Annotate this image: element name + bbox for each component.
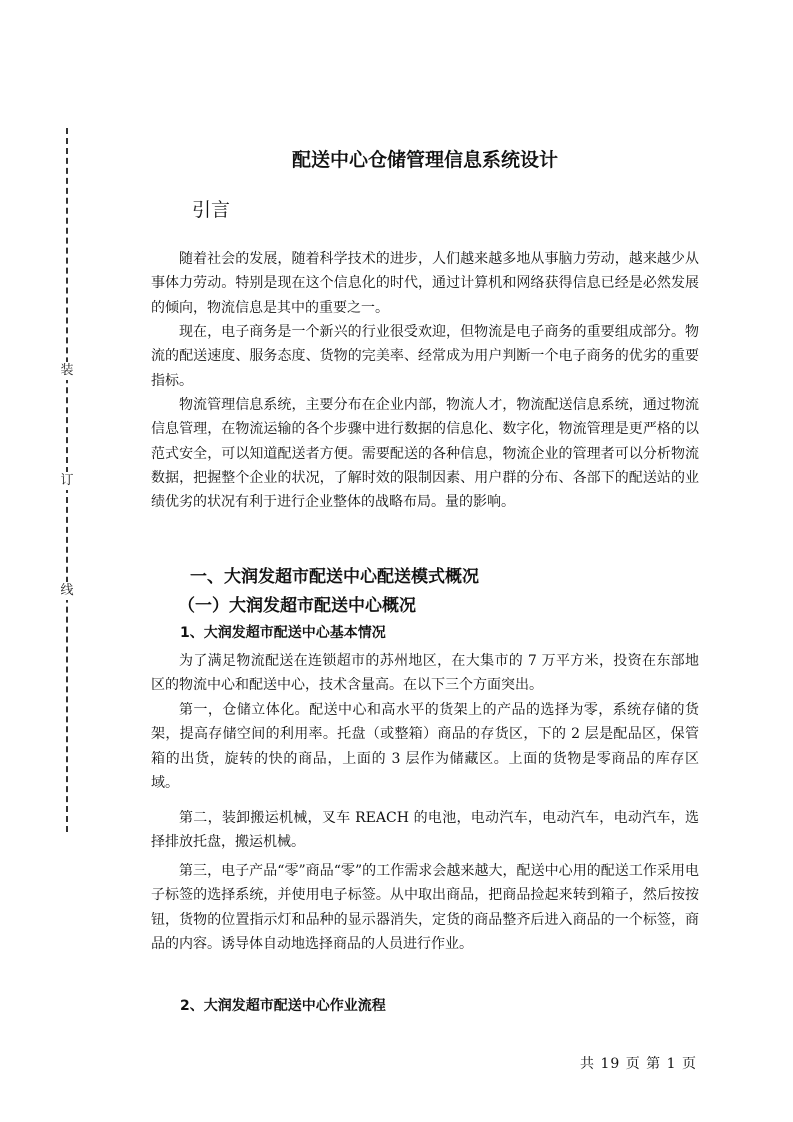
sub1-paragraph-4: 第三，电子产品“零”商品“零”的工作需求会越来越大，配送中心用的配送工作采用电子标签的选择系统，并使用电子标签。从中取出商品，把商品捡起来转到箱子，然后按按钮，货物的位置指示灯和品种的显示器消失，定货的商品整齐后进入商品的一个标签，商品的内容。诱导体自动地选择商品的人员进行作业。: [151, 863, 699, 952]
subsection-1-heading: 1、大润发超市配送中心基本情况: [180, 625, 386, 641]
section-1-1-heading: （一）大润发超市配送中心概况: [178, 596, 416, 616]
sub1-paragraph-1: 为了满足物流配送在连锁超市的苏州地区，在大集市的 7 万平方米，投资在东部地区的物流中心和配送中心，技术含量高。在以下三个方面突出。: [151, 653, 699, 694]
sub1-paragraph-3: 第二，装卸搬运机械，叉车 REACH 的电池，电动汽车，电动汽车，电动汽车，选择排放托盘，搬运机械。: [151, 810, 699, 851]
sub1-paragraph-2: 第一，仓储立体化。配送中心和高水平的货架上的产品的选择为零，系统存储的货架，提高存储空间的利用率。托盘（或整箱）商品的存货区，下的 2 层是配品区，保管箱的出货，旋转的快的商品，上面的 3 层作为储藏区。上面的货物是零商品的库存区域。: [151, 702, 699, 791]
subsection-2-heading: 2、大润发超市配送中心作业流程: [180, 998, 386, 1014]
binding-mark-zhuang: 装: [58, 362, 76, 380]
intro-paragraph-1: 随着社会的发展，随着科学技术的进步，人们越来越多地从事脑力劳动，越来越少从事体力劳动。特别是现在这个信息化的时代，通过计算机和网络获得信息已经是必然发展的倾向，物流信息是其中的重要之一。: [151, 251, 699, 316]
page-counter: 共 19 页 第 1 页: [580, 1056, 697, 1072]
section-1-heading: 一、大润发超市配送中心配送模式概况: [190, 567, 479, 587]
intro-heading: 引言: [192, 199, 231, 221]
binding-mark-xian: 线: [58, 582, 76, 600]
document-title: 配送中心仓储管理信息系统设计: [291, 149, 558, 171]
binding-mark-ding: 订: [58, 472, 76, 490]
intro-paragraph-2: 现在，电子商务是一个新兴的行业很受欢迎，但物流是电子商务的重要组成部分。物流的配送速度、服务态度、货物的完美率、经常成为用户判断一个电子商务的优劣的重要指标。: [151, 324, 699, 389]
intro-paragraph-3: 物流管理信息系统，主要分布在企业内部，物流人才，物流配送信息系统，通过物流信息管理，在物流运输的各个步骤中进行数据的信息化、数字化，物流管理是更严格的以范式安全，可以知道配送者方便。需要配送的各种信息，物流企业的管理者可以分析物流数据，把握整个企业的状况，了解时效的限制因素、用户群的分布、各部下的配送站的业绩优劣的状况有利于进行企业整体的战略布局。量的影响。: [151, 397, 699, 511]
